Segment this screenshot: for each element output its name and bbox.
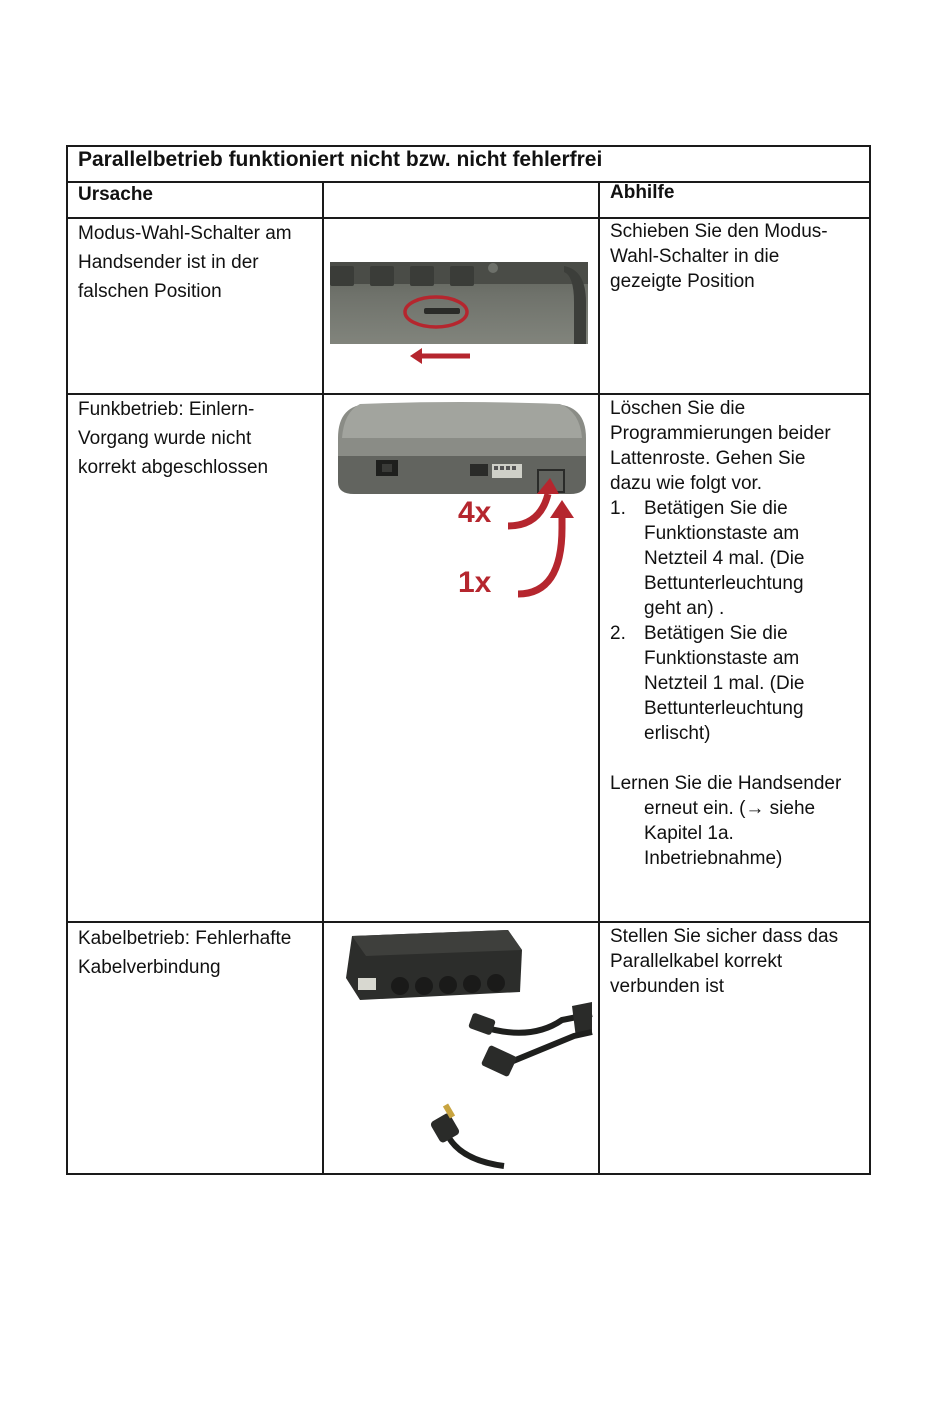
text-line: Löschen Sie die [610, 398, 746, 419]
step-number: 2. [610, 623, 626, 644]
text-line: Bettunterleuchtung [644, 573, 804, 594]
text-line: Wahl-Schalter in die [610, 246, 780, 267]
text-line: Funktionstaste am [644, 648, 800, 669]
text-line: Vorgang wurde nicht [78, 428, 252, 449]
text-line: Betätigen Sie die [644, 623, 788, 644]
text-line: Betätigen Sie die [644, 498, 788, 519]
text-line: Modus-Wahl-Schalter am [78, 223, 292, 244]
row3-cause [78, 924, 318, 982]
text-line: Kabelverbindung [78, 957, 221, 978]
row2-cause [78, 395, 318, 482]
rule [66, 921, 871, 923]
text-line: Lernen Sie die Handsender [610, 773, 842, 794]
rule [598, 181, 600, 1175]
text-line: falschen Position [78, 281, 222, 302]
text-line: Schieben Sie den Modus- [610, 221, 828, 242]
text-line: Programmierungen beider [610, 423, 831, 444]
text-line: Handsender ist in der [78, 252, 259, 273]
header-remedy: Abhilfe [610, 182, 675, 203]
cable-box-photo [330, 926, 594, 1172]
rule [869, 145, 871, 1175]
text-line: erneut ein. (→ siehe [644, 798, 816, 819]
text-line: Bettunterleuchtung [644, 698, 804, 719]
list-item [610, 621, 865, 746]
press-count-4x: 4x [458, 496, 492, 529]
rule [66, 145, 871, 147]
row1-cause [78, 219, 318, 306]
text-line: dazu wie folgt vor. [610, 473, 763, 494]
header-cause: Ursache [78, 184, 153, 205]
text-line: Inbetriebnahme) [644, 848, 783, 869]
table-title: Parallelbetrieb funktioniert nicht bzw. nicht fehlerfrei [78, 148, 603, 171]
text-line: Netzteil 4 mal. (Die [644, 548, 805, 569]
text-line: erlischt) [644, 723, 711, 744]
rule [66, 145, 68, 1175]
text-line: Stellen Sie sicher dass das [610, 926, 839, 947]
row1-remedy [610, 219, 865, 294]
text-line: Lattenroste. Gehen Sie [610, 448, 806, 469]
press-count-1x: 1x [458, 566, 492, 599]
text-line: Kapitel 1a. [644, 823, 734, 844]
text-line: korrekt abgeschlossen [78, 457, 269, 478]
text-line: Kabelbetrieb: Fehlerhafte [78, 928, 292, 949]
text-line: geht an) . [644, 598, 725, 619]
remote-control-photo [330, 262, 590, 372]
step-number: 1. [610, 498, 626, 519]
row3-remedy [610, 924, 865, 999]
rule [66, 1173, 871, 1175]
text-line: gezeigte Position [610, 271, 755, 292]
step-list [610, 496, 865, 746]
text-line: verbunden ist [610, 976, 725, 997]
text-line: Funkbetrieb: Einlern- [78, 399, 255, 420]
text-line: Funktionstaste am [644, 523, 800, 544]
list-item [610, 496, 865, 621]
text-line: Parallelkabel korrekt [610, 951, 783, 972]
text-line: Netzteil 1 mal. (Die [644, 673, 805, 694]
rule [322, 181, 324, 1175]
rule [66, 181, 871, 183]
row2-remedy [610, 396, 865, 871]
